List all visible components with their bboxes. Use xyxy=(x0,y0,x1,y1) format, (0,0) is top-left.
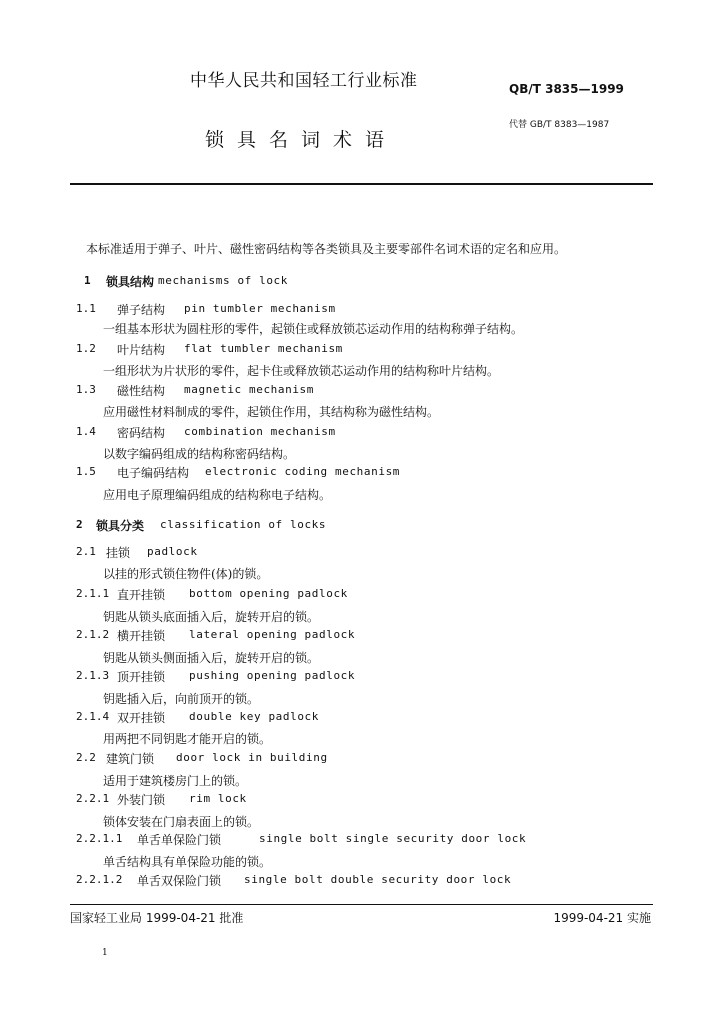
entry-term-zh: 单舌单保险门锁 xyxy=(137,833,222,847)
entry-term-zh: 顶开挂锁 xyxy=(117,670,166,684)
entry-term-zh: 横开挂锁 xyxy=(117,629,166,643)
entry-number: 2.1 xyxy=(76,545,96,558)
entry-term-en: electronic coding mechanism xyxy=(205,465,401,478)
entry-number: 2.2.1 xyxy=(76,792,110,805)
entry-number: 1.4 xyxy=(76,425,96,438)
entry-term-zh: 双开挂锁 xyxy=(117,711,166,725)
entry-term-en: mechanisms of lock xyxy=(158,274,289,287)
entry-definition: 一组基本形状为圆柱形的零件，起锁住或释放锁芯运动作用的结构称弹子结构。 xyxy=(103,322,524,336)
entry-term-zh: 单舌双保险门锁 xyxy=(137,874,222,888)
entry-number: 2.2.1.1 xyxy=(76,832,123,845)
entry-term-zh: 直开挂锁 xyxy=(117,588,166,602)
standard-code: QB/T 3835—1999 xyxy=(509,82,624,96)
entry-number: 2 xyxy=(76,518,83,531)
entry-term-en: padlock xyxy=(147,545,198,558)
entry-definition: 用两把不同钥匙才能开启的锁。 xyxy=(103,732,272,746)
entry-term-en: door lock in building xyxy=(176,751,328,764)
entry-term-en: pushing opening padlock xyxy=(189,669,356,682)
entry-number: 1.1 xyxy=(76,302,96,315)
entry-number: 2.1.4 xyxy=(76,710,110,723)
entry-term-zh: 磁性结构 xyxy=(117,384,166,398)
entry-number: 2.2.1.2 xyxy=(76,873,123,886)
entry-definition: 钥匙插入后，向前顶开的锁。 xyxy=(103,692,260,706)
header-rule xyxy=(70,183,653,185)
entry-term-en: pin tumbler mechanism xyxy=(184,302,336,315)
entry-term-zh: 电子编码结构 xyxy=(117,466,190,480)
entry-term-en: lateral opening padlock xyxy=(189,628,356,641)
entry-number: 2.2 xyxy=(76,751,96,764)
entry-term-zh: 锁具分类 xyxy=(96,519,145,533)
entry-number: 1.3 xyxy=(76,383,96,396)
entry-term-en: flat tumbler mechanism xyxy=(184,342,343,355)
page-number: 1 xyxy=(102,948,108,958)
entry-term-zh: 外装门锁 xyxy=(117,793,166,807)
entry-number: 2.1.3 xyxy=(76,669,110,682)
entry-term-en: magnetic mechanism xyxy=(184,383,315,396)
entry-definition: 应用电子原理编码组成的结构称电子结构。 xyxy=(103,488,332,502)
entry-term-zh: 建筑门锁 xyxy=(106,752,155,766)
entry-term-en: combination mechanism xyxy=(184,425,336,438)
entry-definition: 适用于建筑楼房门上的锁。 xyxy=(103,774,248,788)
entry-term-en: single bolt single security door lock xyxy=(259,832,527,845)
entry-definition: 一组形状为片状形的零件，起卡住或释放锁芯运动作用的结构称叶片结构。 xyxy=(103,364,500,378)
entry-number: 1.5 xyxy=(76,465,96,478)
effective-date: 1999-04-21 实施 xyxy=(553,911,651,925)
entry-term-zh: 挂锁 xyxy=(106,546,131,560)
entry-definition: 锁体安装在门扇表面上的锁。 xyxy=(103,815,260,829)
intro-paragraph: 本标准适用于弹子、叶片、磁性密码结构等各类锁具及主要零部件名词术语的定名和应用。 xyxy=(86,242,567,256)
entry-number: 2.1.2 xyxy=(76,628,110,641)
entry-term-en: double key padlock xyxy=(189,710,320,723)
replaces-note: 代替 GB/T 8383—1987 xyxy=(509,120,610,130)
entry-term-zh: 弹子结构 xyxy=(117,303,166,317)
entry-definition: 单舌结构具有单保险功能的锁。 xyxy=(103,855,272,869)
document-title: 锁具名词术语 xyxy=(205,129,398,151)
issuer-note: 国家轻工业局 1999-04-21 批准 xyxy=(70,911,244,925)
entry-term-en: classification of locks xyxy=(160,518,327,531)
entry-term-en: rim lock xyxy=(189,792,247,805)
entry-term-zh: 叶片结构 xyxy=(117,343,166,357)
entry-definition: 钥匙从锁头侧面插入后，旋转开启的锁。 xyxy=(103,651,320,665)
footer-rule xyxy=(70,904,653,905)
standard-org: 中华人民共和国轻工行业标准 xyxy=(190,71,418,91)
entry-definition: 以数字编码组成的结构称密码结构。 xyxy=(103,447,296,461)
entry-number: 1.2 xyxy=(76,342,96,355)
entry-term-zh: 密码结构 xyxy=(117,426,166,440)
entry-term-en: bottom opening padlock xyxy=(189,587,348,600)
entry-term-zh: 锁具结构 xyxy=(106,275,155,289)
entry-definition: 钥匙从锁头底面插入后，旋转开启的锁。 xyxy=(103,610,320,624)
entry-number: 1 xyxy=(84,274,91,287)
entry-definition: 以挂的形式锁住物件(体)的锁。 xyxy=(103,567,269,581)
entry-number: 2.1.1 xyxy=(76,587,110,600)
entry-definition: 应用磁性材料制成的零件，起锁住作用，其结构称为磁性结构。 xyxy=(103,405,440,419)
entry-term-en: single bolt double security door lock xyxy=(244,873,512,886)
